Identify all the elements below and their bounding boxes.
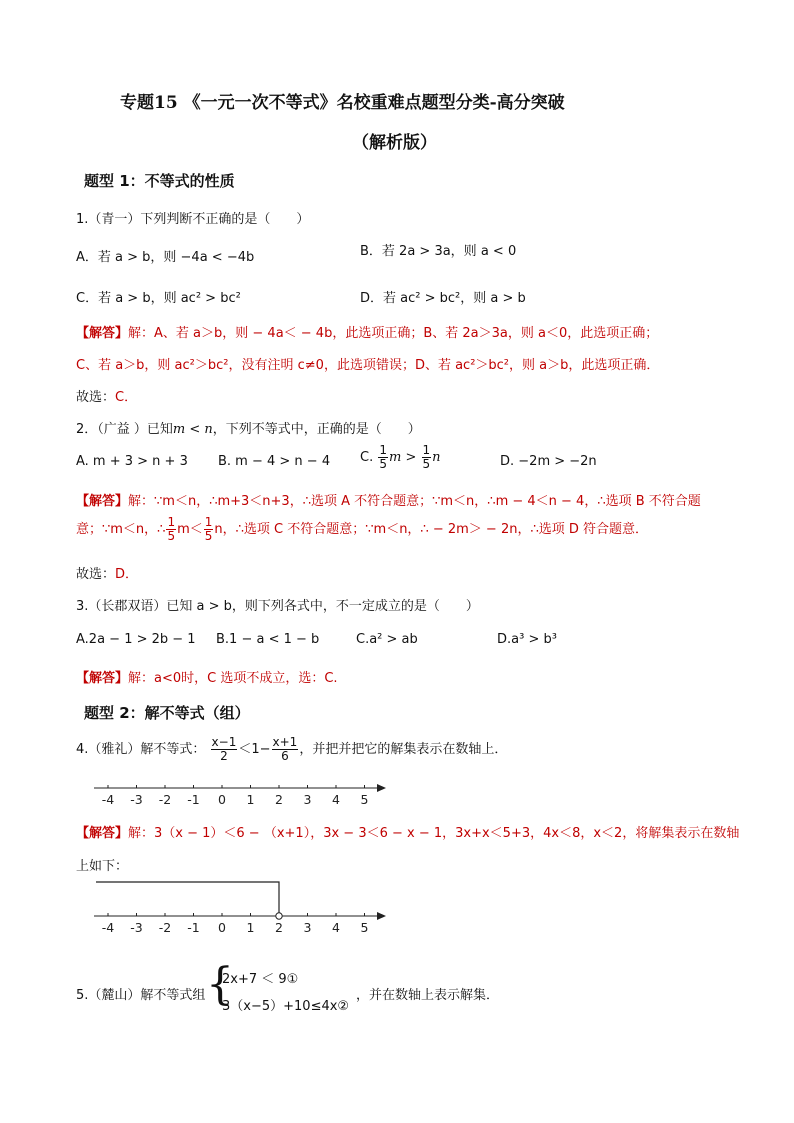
question-1-option-b: B．若 2a > 3a，则 a < 0 [360,244,517,259]
answer-label: 【解答】 [76,671,129,686]
page-title: 专题15 《一元一次不等式》名校重难点题型分类-高分突破 [120,93,565,113]
answer-label: 【解答】 [76,326,129,341]
axis-tick-label: 0 [218,792,226,807]
axis-tick-label: -4 [101,792,115,807]
answer-label: 【解答】 [76,826,129,841]
question-2-choice: 故选：D． [76,567,139,582]
answer-label: 【解答】 [76,494,129,509]
axis-tick-label: 1 [246,920,255,935]
section-heading-2: 题型 2：解不等式（组） [84,704,250,722]
question-1-option-a: A．若 a > b，则 −4a < −4b [76,250,255,265]
open-endpoint [276,913,282,919]
question-2-answer-line1: 【解答】解：∵m＜n，∴m+3＜n+3，∴选项 A 不符合题意；∵m＜n，∴m − 4＜n − 4，∴选项 B 不符合题 [76,494,701,509]
question-4-answer-line1: 【解答】解：3（x − 1）＜6 − （x+1），3x − 3＜6 − x − 1，3x+x＜5+3，4x＜8，x＜2，将解集表示在数轴 [76,826,740,841]
axis-tick-label: 0 [218,920,226,935]
section-heading-1: 题型 1：不等式的性质 [84,172,235,190]
question-3-option-b: B.1 − a < 1 − b [216,632,320,647]
question-4-stem: 4.（雅礼）解不等式： $\frac{x-1}{2}$ ＜1− $\frac{x+1}{6}$ ，并把并把它的解集表示在数轴上． [76,735,508,763]
question-3-option-a: A.2a − 1 > 2b − 1 [76,632,196,647]
axis-tick-label: -4 [101,920,115,935]
question-3-answer: 【解答】解：a<0时，C 选项不成立，选：C. [76,671,338,686]
question-1-option-c: C．若 a > b，则 ac² > bc² [76,291,241,306]
question-1-stem: 1.（青一）下列判断不正确的是（ ） [76,212,310,227]
system-brace: { [206,959,234,1010]
number-line-2-arrow [377,912,386,920]
question-1-answer-line1: 【解答】解：A、若 a＞b，则 − 4a＜ − 4b，此选项正确；B、若 2a＞3a，则 a＜0，此选项正确； [76,326,659,341]
axis-tick-label: -3 [130,792,143,807]
number-line-1-arrow [377,784,386,792]
question-2-option-d: D. −2m > −2n [500,454,597,469]
question-3-stem: 3.（长郡双语）已知 a > b，则下列各式中，不一定成立的是（ ） [76,599,479,614]
axis-tick-label: 1 [246,792,255,807]
page-subtitle: （解析版） [352,133,437,153]
question-3-option-d: D.a³ > b³ [497,632,557,647]
question-1-answer-line2: C、若 a＞b，则 ac²＞bc²，没有注明 c≠0，此选项错误；D、若 ac²＞bc²，则 a＞b，此选项正确． [76,358,660,373]
axis-tick-label: -2 [158,920,172,935]
question-3-option-c: C.a² > ab [356,632,418,647]
axis-tick-label: -2 [158,792,172,807]
axis-tick-label: -3 [130,920,143,935]
axis-tick-label: 2 [275,792,283,807]
question-2-stem: 2．（广益 ）已知m < n，下列不等式中，正确的是（ ） [76,422,421,437]
number-line-2 [90,874,390,936]
axis-tick-label: 4 [332,792,340,807]
axis-tick-label: 2 [275,920,283,935]
axis-tick-label: -1 [187,920,200,935]
axis-tick-label: 3 [303,920,312,935]
axis-tick-label: 4 [332,920,340,935]
number-line-1 [90,776,390,810]
question-1-choice: 故选：C． [76,390,138,405]
axis-tick-label: -1 [187,792,200,807]
question-5-equation-2: 3（x−5）+10≤4x② [222,999,350,1014]
question-5-stem-prefix: 5.（麓山）解不等式组 [76,988,206,1003]
solution-bracket [96,882,279,913]
axis-tick-label: 3 [303,792,312,807]
question-4-answer-line2: 上如下： [76,859,129,874]
question-5-stem-suffix: ，并在数轴上表示解集． [356,988,500,1003]
question-2-answer-line2: 意；∵m＜n，∴ $\frac{1}{5}$ m＜ $\frac{1}{5}$ n，∴选项 C 不符合题意；∵m＜n，∴ − 2m＞ − 2n，∴选项 D 符合题意． [76,515,649,543]
question-2-option-c: C. $\frac{1}{5}$ m > $\frac{1}{5}$ n [360,443,441,471]
axis-tick-label: 5 [360,920,369,935]
question-5-equation-1: 2x+7 ＜ 9① [222,972,299,987]
question-2-option-a: A. m + 3 > n + 3 [76,454,188,469]
axis-tick-label: 5 [360,792,369,807]
question-2-option-b: B. m − 4 > n − 4 [218,454,331,469]
question-1-option-d: D．若 ac² > bc²，则 a > b [360,291,526,306]
